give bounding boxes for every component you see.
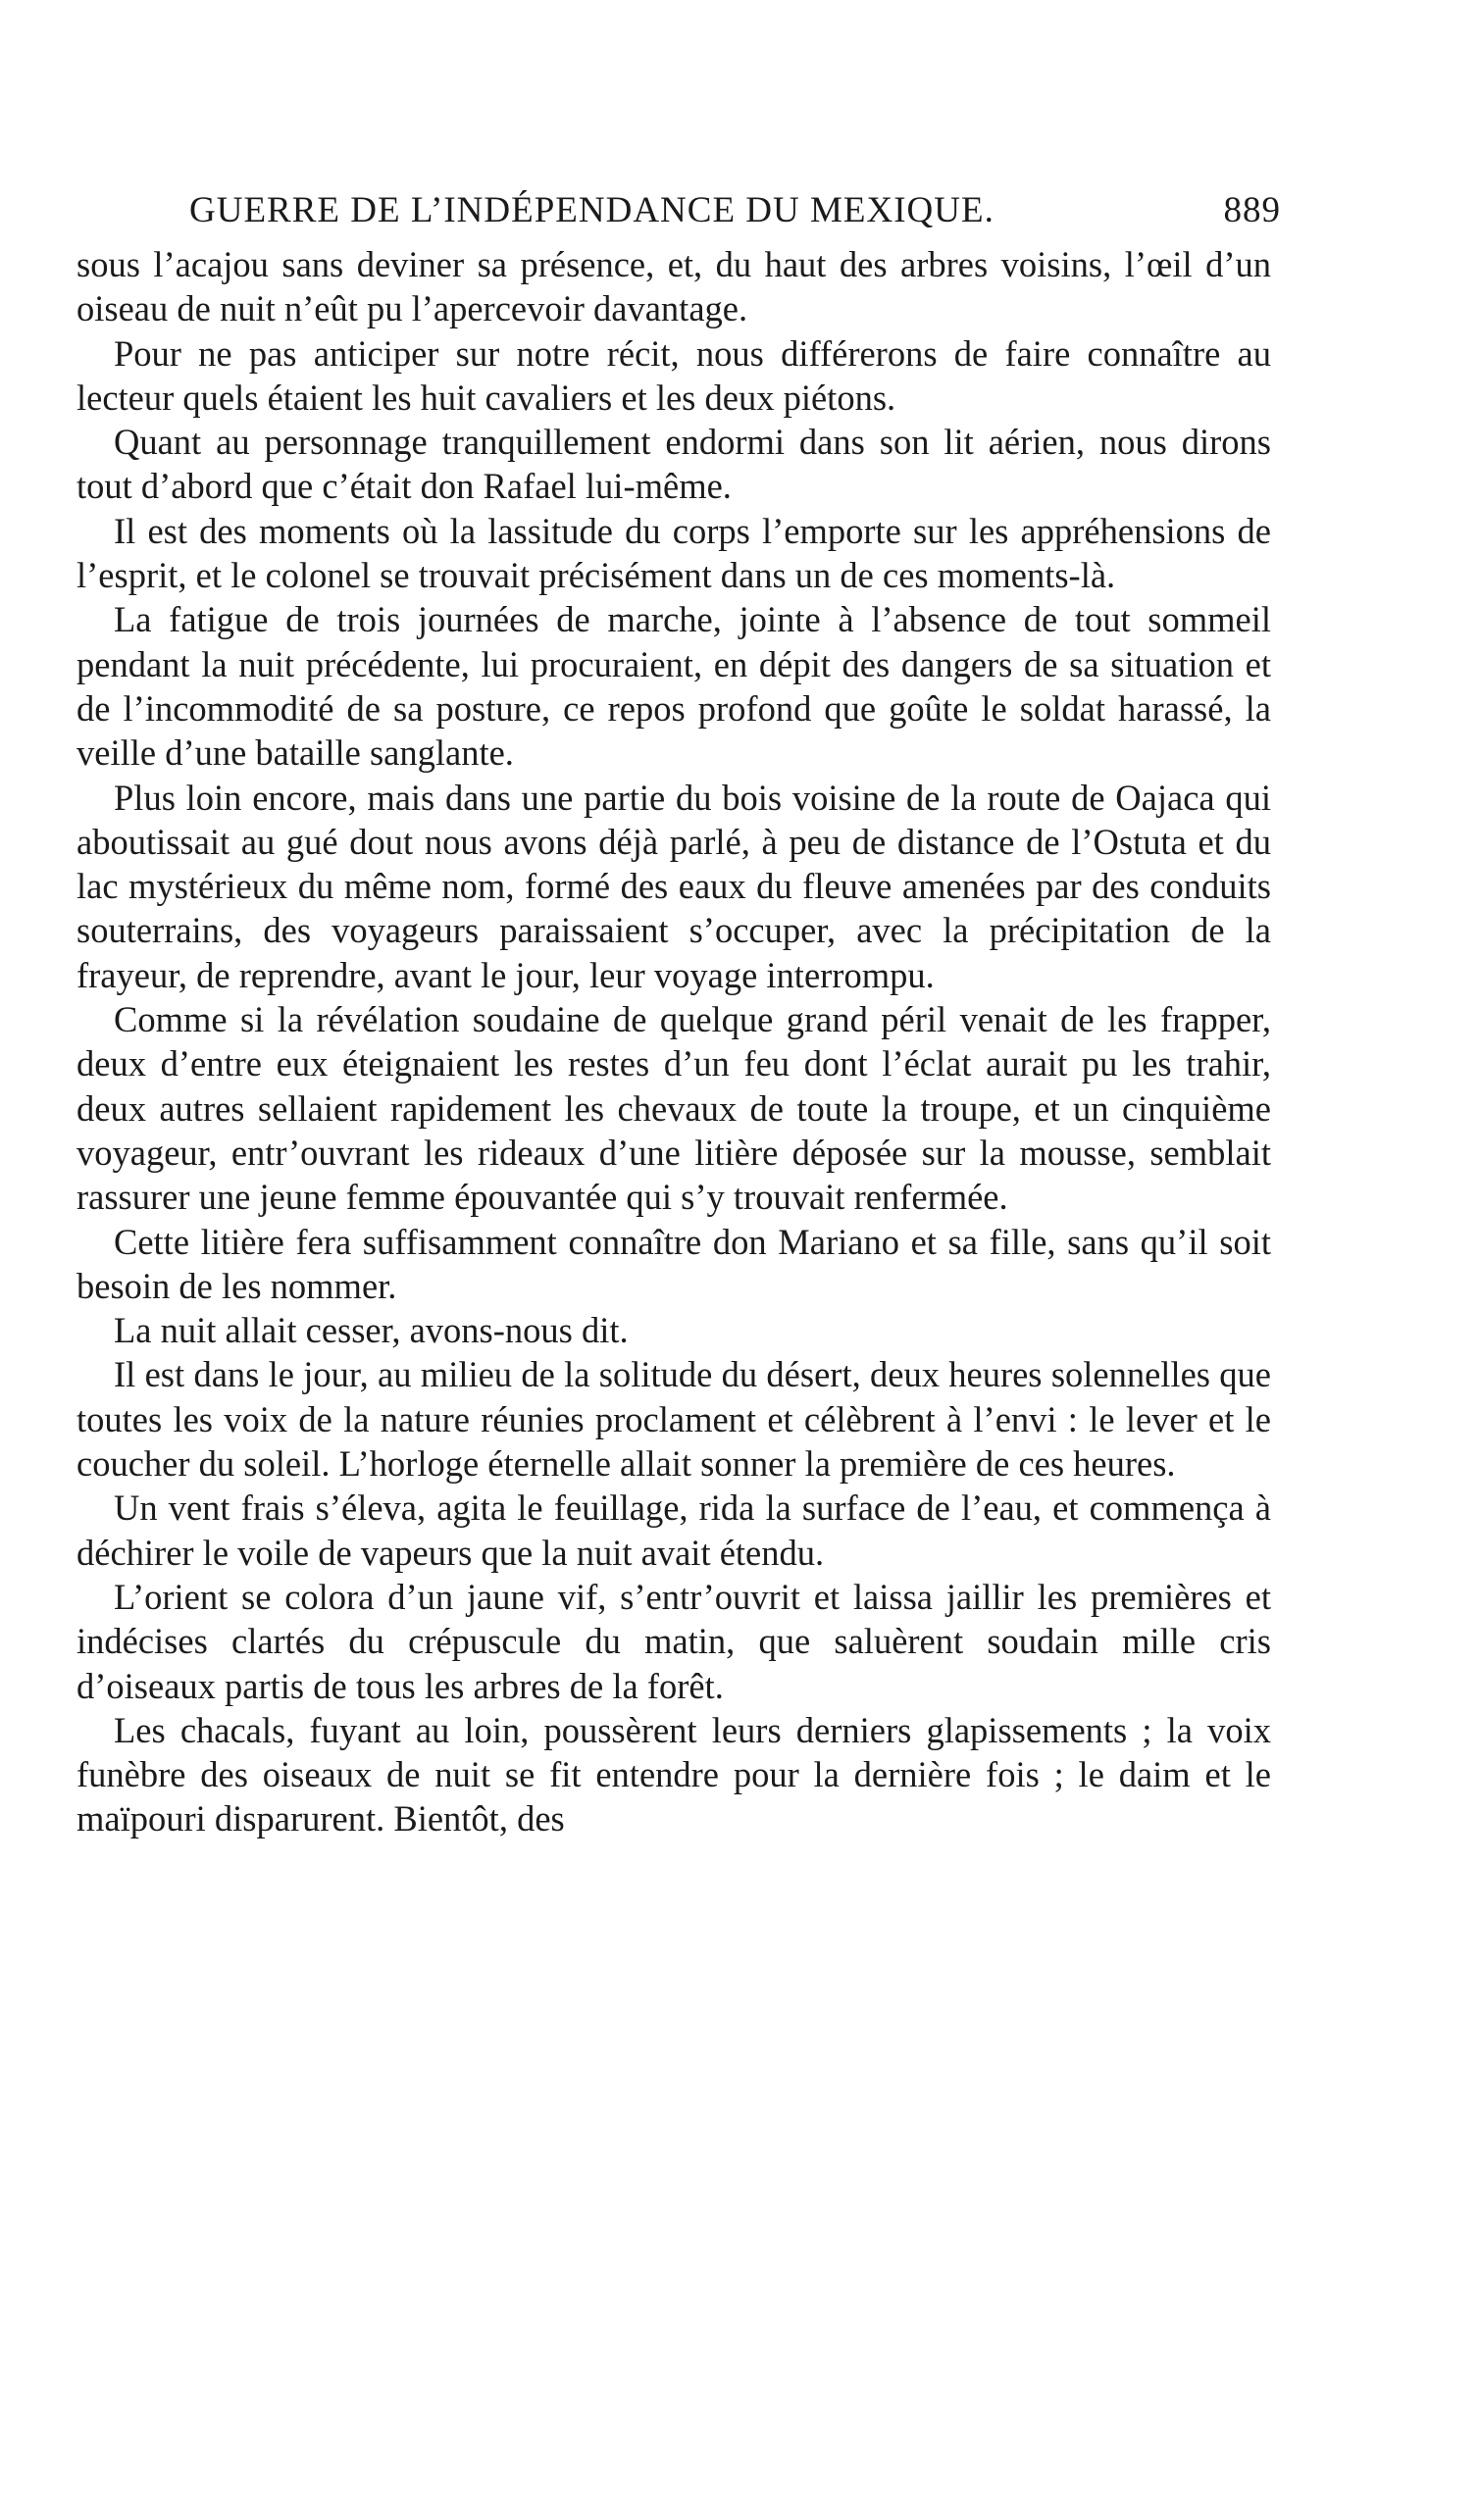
paragraph: Il est dans le jour, au milieu de la solitude du désert, deux heures solennelles que toutes les voix de la nature réunies proclament et célèbrent à l’envi : le lever et le coucher du soleil. L’horloge éternelle allait sonner la première de ces heures. bbox=[76, 1354, 1271, 1485]
paragraph: La fatigue de trois journées de marche, jointe à l’absence de tout sommeil pendant la nuit précédente, lui procuraient, en dépit des dangers de sa situation et de l’incommodité de sa posture, ce repos profond que goûte le soldat harassé, la veille d’une bataille sanglante. bbox=[76, 599, 1271, 774]
book-page bbox=[76, 181, 1281, 1841]
paragraph: L’orient se colora d’un jaune vif, s’entr’ouvrit et laissa jaillir les premières et indécises clartés du crépuscule du matin, que saluèrent soudain mille cris d’oiseaux partis de tous les arbres de la forêt. bbox=[76, 1576, 1271, 1706]
paragraph: La nuit allait cesser, avons-nous dit. bbox=[114, 1310, 629, 1351]
running-title: GUERRE DE L’INDÉPENDANCE DU MEXIQUE. bbox=[189, 190, 994, 230]
running-head bbox=[76, 181, 1281, 240]
body-text bbox=[76, 242, 1271, 1841]
paragraph: Plus loin encore, mais dans une partie du bois voisine de la route de Oajaca qui aboutissait au gué dout nous avons déjà parlé, à peu de distance de l’Ostuta et du lac mystérieux du même nom, formé des eaux du fleuve amenées par des conduits souterrains, des voyageurs paraissaient s’occuper, avec la précipitation de la frayeur, de reprendre, avant le jour, leur voyage interrompu. bbox=[76, 777, 1271, 995]
paragraph: Les chacals, fuyant au loin, poussèrent leurs derniers glapissements ; la voix funèbre des oiseaux de nuit se fit entendre pour la dernière fois ; le daim et le maïpouri disparurent. Bientôt, des bbox=[76, 1709, 1271, 1840]
paragraph: Comme si la révélation soudaine de quelque grand péril venait de les frapper, deux d’entre eux éteignaient les restes d’un feu dont l’éclat aurait pu les trahir, deux autres sellaient rapidement les chevaux de toute la troupe, et un cinquième voyageur, entr’ouvrant les rideaux d’une litière déposée sur la mousse, semblait rassurer une jeune femme épouvantée qui s’y trouvait renfermée. bbox=[76, 999, 1271, 1218]
page-number: 889 bbox=[1223, 190, 1281, 230]
paragraph: Un vent frais s’éleva, agita le feuillage, rida la surface de l’eau, et commença à déchirer le voile de vapeurs que la nuit avait étendu. bbox=[76, 1487, 1271, 1573]
paragraph: Il est des moments où la lassitude du corps l’emporte sur les appréhensions de l’esprit, et le colonel se trouvait précisément dans un de ces moments-là. bbox=[76, 510, 1271, 596]
paragraph: sous l’acajou sans deviner sa présence, et, du haut des arbres voisins, l’œil d’un oiseau de nuit n’eût pu l’apercevoir davantage. bbox=[76, 244, 1271, 329]
paragraph: Quant au personnage tranquillement endormi dans son lit aérien, nous dirons tout d’abord que c’était don Rafael lui-même. bbox=[76, 422, 1271, 507]
paragraph: Cette litière fera suffisamment connaître don Mariano et sa fille, sans qu’il soit besoin de les nommer. bbox=[76, 1221, 1271, 1306]
paragraph: Pour ne pas anticiper sur notre récit, nous différerons de faire connaître au lecteur quels étaient les huit cavaliers et les deux piétons. bbox=[76, 332, 1271, 418]
